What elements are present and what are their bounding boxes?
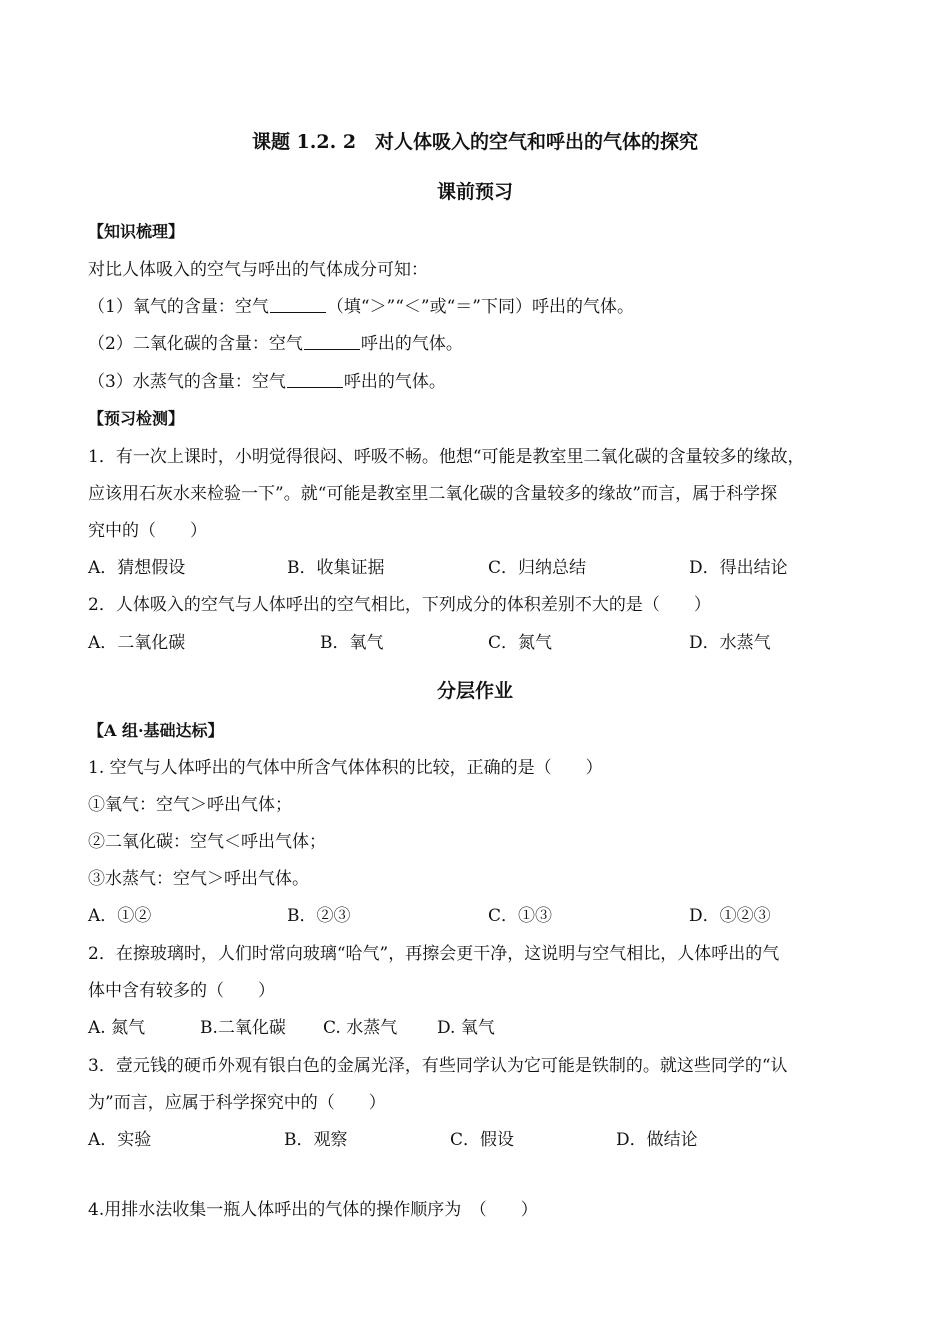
statement: ②二氧化碳：空气＜呼出气体；: [88, 832, 326, 852]
knowledge-item-2-pre: （2）二氧化碳的含量：空气: [88, 334, 303, 354]
question-text: 3．壹元钱的硬币外观有银白色的金属光泽，有些同学认为它可能是铁制的。就这些同学的“认: [88, 1056, 788, 1076]
question-text: 1．有一次上课时，小明觉得很闷、呼吸不畅。他想“可能是教室里二氧化碳的含量较多的缘故，: [88, 447, 805, 467]
option-a[interactable]: A. 氮气: [88, 1018, 146, 1038]
option-b[interactable]: B．收集证据: [287, 558, 385, 578]
knowledge-item-1-pre: （1）氧气的含量：空气: [88, 297, 269, 317]
knowledge-item-3-pre: （3）水蒸气的含量：空气: [88, 372, 286, 392]
option-c[interactable]: C．假设: [450, 1130, 515, 1150]
answer-blank[interactable]: [287, 371, 343, 388]
answer-blank[interactable]: [304, 333, 360, 350]
check-label: 【预习检测】: [88, 409, 185, 428]
option-d[interactable]: D．得出结论: [689, 558, 788, 578]
option-d[interactable]: D. 氧气: [437, 1018, 495, 1038]
option-c[interactable]: C．归纳总结: [488, 558, 587, 578]
knowledge-item-3: [88, 370, 446, 394]
question-text: 体中含有较多的（ ）: [88, 981, 275, 1001]
section-heading-homework: 分层作业: [436, 680, 513, 702]
question-text: 2．人体吸入的空气与人体呼出的空气相比，下列成分的体积差别不大的是（ ）: [88, 595, 711, 615]
option-b[interactable]: B．②③: [287, 906, 351, 926]
knowledge-item-3-post: 呼出的气体。: [343, 372, 446, 392]
question-text: 1. 空气与人体呼出的气体中所含气体体积的比较，正确的是（ ）: [88, 758, 603, 778]
statement: ③水蒸气：空气＞呼出气体。: [88, 869, 309, 889]
option-b[interactable]: B．观察: [284, 1130, 348, 1150]
knowledge-item-1-post: （填“＞”“＜”或“＝”下同）呼出的气体。: [326, 297, 634, 317]
statement: ①氧气：空气＞呼出气体；: [88, 795, 292, 815]
option-a[interactable]: A．猜想假设: [88, 558, 186, 578]
knowledge-item-2-post: 呼出的气体。: [360, 334, 463, 354]
knowledge-item-1: [88, 295, 634, 319]
question-text: 4.用排水法收集一瓶人体呼出的气体的操作顺序为 （ ）: [88, 1200, 538, 1220]
option-c[interactable]: C. 水蒸气: [323, 1018, 398, 1038]
knowledge-item-2: [88, 332, 463, 356]
answer-blank[interactable]: [270, 296, 326, 313]
knowledge-intro: 对比人体吸入的空气与呼出的气体成分可知：: [88, 260, 428, 280]
question-text: 为”而言，应属于科学探究中的（ ）: [88, 1093, 386, 1113]
option-b[interactable]: B．氧气: [320, 633, 384, 653]
question-text: 究中的（ ）: [88, 521, 207, 541]
option-c[interactable]: C．氮气: [488, 633, 553, 653]
question-text: 应该用石灰水来检验一下”。就“可能是教室里二氧化碳的含量较多的缘故”而言，属于科学探: [88, 484, 778, 504]
option-d[interactable]: D．①②③: [689, 906, 771, 926]
option-a[interactable]: A．①②: [88, 906, 152, 926]
option-b[interactable]: B.二氧化碳: [200, 1018, 286, 1038]
option-d[interactable]: D．水蒸气: [689, 633, 771, 653]
option-a[interactable]: A．实验: [88, 1130, 152, 1150]
option-a[interactable]: A．二氧化碳: [88, 633, 186, 653]
knowledge-label: 【知识梳理】: [88, 222, 185, 241]
option-c[interactable]: C．①③: [488, 906, 553, 926]
section-heading-preview: 课前预习: [436, 181, 513, 203]
option-d[interactable]: D．做结论: [616, 1130, 698, 1150]
question-text: 2．在擦玻璃时，人们时常向玻璃“哈气”，再擦会更干净，这说明与空气相比，人体呼出的气: [88, 944, 780, 964]
group-a-label: 【A 组·基础达标】: [88, 721, 224, 740]
page-title: 课题 1.2. 2 对人体吸入的空气和呼出的气体的探究: [251, 131, 699, 153]
